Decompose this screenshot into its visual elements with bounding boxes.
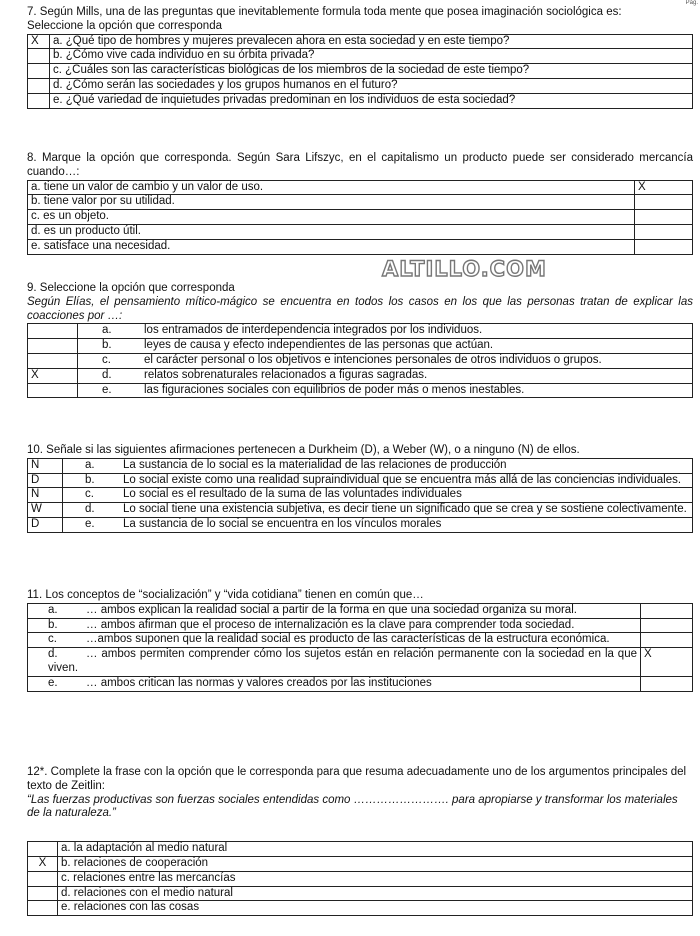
question-7-title: 7. Según Mills, una de las preguntas que inevitablemente formula toda mente que posea imaginación sociológica es:	[27, 6, 622, 18]
option-text: … ambos critican las normas y valores creados por las instituciones	[86, 676, 432, 689]
option-text: Lo social tiene una existencia subjetiva, es decir tiene un significado que se crea y se sostiene colectivamente.	[123, 503, 687, 516]
table-row	[28, 618, 693, 633]
option-text: e. relaciones con las cosas	[58, 901, 693, 916]
option-letter: c.	[102, 353, 111, 366]
option-letter: d.	[102, 368, 112, 381]
option-letter: a.	[85, 458, 95, 471]
answer-mark	[28, 93, 50, 108]
page-corner-mark: Pág.	[685, 0, 698, 6]
table-row	[28, 339, 693, 354]
table-row	[28, 78, 693, 93]
table-row	[28, 503, 693, 518]
option-text: e. ¿Qué variedad de inquietudes privadas predominan en los individuos de esta sociedad?	[50, 93, 693, 108]
answer-mark	[641, 618, 693, 633]
option-letter: b.	[48, 618, 58, 631]
answer-mark: D	[28, 473, 63, 488]
table-row	[28, 871, 693, 886]
option-text: c. relaciones entre las mercancías	[58, 871, 693, 886]
question-8	[27, 152, 693, 255]
answer-mark	[28, 78, 50, 93]
answer-mark: X	[28, 368, 78, 383]
option-letter: c.	[85, 488, 94, 501]
answer-mark: N	[28, 458, 63, 473]
answer-mark	[28, 383, 78, 398]
table-row	[28, 603, 693, 618]
answer-mark: N	[28, 488, 63, 503]
option-text: d. es un producto útil.	[28, 224, 635, 239]
option-letter: a.	[102, 324, 112, 337]
answer-mark	[28, 842, 58, 857]
answer-mark	[635, 239, 693, 254]
question-9	[27, 282, 693, 398]
table-row	[28, 224, 693, 239]
option-text: … ambos permiten comprender cómo los sujetos están en relación permanente con la sociedad en la que viven.	[48, 648, 637, 674]
question-9-subtitle: Según Elías, el pensamiento mítico-mágico se encuentra en todos los casos en los que las personas tratan de explicar las coacciones por …:	[27, 295, 693, 322]
answer-mark	[28, 353, 78, 368]
question-12-table	[27, 841, 693, 916]
question-8-table	[27, 180, 693, 255]
option-text: e. satisface una necesidad.	[28, 239, 635, 254]
option-letter: e.	[48, 676, 58, 689]
option-text: Lo social es el resultado de la suma de las voluntades individuales	[123, 488, 462, 501]
answer-mark	[28, 901, 58, 916]
option-text: los entramados de interdependencia integrados por los individuos.	[144, 324, 483, 337]
answer-mark	[28, 871, 58, 886]
table-row	[28, 842, 693, 857]
table-row	[28, 239, 693, 254]
question-10-table	[27, 458, 693, 533]
option-text: d. ¿Cómo serán las sociedades y los grupos humanos en el futuro?	[50, 78, 693, 93]
answer-mark	[28, 64, 50, 79]
question-12-title: 12*. Complete la frase con la opción que le corresponda para que resuma adecuadamente uno de los argumentos principales del texto de Zeitlin:	[27, 766, 687, 792]
option-text: relatos sobrenaturales relacionados a figuras sagradas.	[144, 368, 428, 381]
table-row	[28, 633, 693, 648]
table-row	[28, 648, 693, 677]
answer-mark	[635, 224, 693, 239]
answer-mark: X	[28, 856, 58, 871]
answer-mark: X	[635, 180, 693, 195]
answer-mark	[635, 210, 693, 225]
watermark-logo: ALTILLO.COM	[382, 257, 547, 281]
option-letter: e.	[85, 517, 95, 530]
question-7	[27, 6, 693, 109]
option-text: leyes de causa y efecto independientes de las personas que actúan.	[144, 339, 494, 352]
question-11-title: 11. Los conceptos de “socialización” y “vida cotidiana” tienen en común que…	[27, 589, 424, 601]
table-row	[28, 49, 693, 64]
table-row	[28, 195, 693, 210]
question-12-quote: “Las fuerzas productivas son fuerzas sociales entendidas como ……………………. para apropiarse y transformar los materiales de la naturaleza.”	[27, 793, 678, 820]
question-7-table	[27, 34, 693, 109]
option-text: … ambos explican la realidad social a partir de la forma en que una sociedad organiza su moral.	[86, 603, 577, 616]
table-row	[28, 856, 693, 871]
question-12	[27, 766, 693, 916]
option-text: las figuraciones sociales con equilibrios de poder más o menos inestables.	[144, 383, 525, 396]
table-row	[28, 353, 693, 368]
answer-mark	[28, 324, 78, 339]
option-text: b. tiene valor por su utilidad.	[28, 195, 635, 210]
table-row	[28, 383, 693, 398]
answer-mark	[28, 886, 58, 901]
option-text: c. es un objeto.	[28, 210, 635, 225]
answer-mark	[641, 676, 693, 691]
answer-mark: X	[28, 34, 50, 49]
question-8-title: 8. Marque la opción que corresponda. Según Sara Lifszyc, en el capitalismo un producto puede ser considerado mercancía cuando…:	[27, 152, 693, 178]
option-text: Lo social existe como una realidad supraindividual que se encuentra más allá de las conciencias individuales.	[123, 473, 682, 486]
option-text: b. relaciones de cooperación	[58, 856, 693, 871]
option-text: …ambos suponen que la realidad social es producto de las características de la estructura económica.	[86, 633, 610, 646]
option-letter: b.	[102, 339, 112, 352]
option-text: La sustancia de lo social se encuentra en los vínculos morales	[123, 517, 442, 530]
question-11	[27, 589, 693, 692]
table-row	[28, 458, 693, 473]
option-letter: d.	[85, 503, 95, 516]
table-row	[28, 368, 693, 383]
question-10	[27, 444, 693, 533]
table-row	[28, 324, 693, 339]
answer-mark: X	[641, 648, 693, 677]
answer-mark	[635, 195, 693, 210]
option-text: a. tiene un valor de cambio y un valor de uso.	[28, 180, 635, 195]
option-text: el carácter personal o los objetivos e intenciones personales de otros individuos o grupos.	[144, 353, 602, 366]
answer-mark	[28, 339, 78, 354]
table-row	[28, 210, 693, 225]
table-row	[28, 473, 693, 488]
table-row	[28, 517, 693, 532]
table-row	[28, 886, 693, 901]
option-letter: b.	[85, 473, 95, 486]
table-row	[28, 93, 693, 108]
answer-mark	[641, 633, 693, 648]
option-text: d. relaciones con el medio natural	[58, 886, 693, 901]
table-row	[28, 180, 693, 195]
question-9-table	[27, 323, 693, 398]
answer-mark: D	[28, 517, 63, 532]
question-11-table	[27, 603, 693, 692]
option-text: c. ¿Cuáles son las características biológicas de los miembros de la sociedad de este tiempo?	[50, 64, 693, 79]
option-letter: d.	[48, 648, 58, 661]
answer-mark: W	[28, 503, 63, 518]
answer-mark	[641, 603, 693, 618]
question-9-title: 9. Seleccione la opción que corresponda	[27, 282, 235, 294]
option-text: … ambos afirman que el proceso de internalización es la clave para comprender toda sociedad.	[86, 618, 575, 631]
option-text: a. la adaptación al medio natural	[58, 842, 693, 857]
table-row	[28, 488, 693, 503]
option-letter: c.	[48, 633, 57, 646]
option-text: La sustancia de lo social es la materialidad de las relaciones de producción	[123, 458, 507, 471]
question-10-title: 10. Señale si las siguientes afirmaciones pertenecen a Durkheim (D), a Weber (W), o a ninguno (N) de ellos.	[27, 444, 580, 456]
table-row	[28, 676, 693, 691]
option-letter: e.	[102, 383, 112, 396]
option-text: a. ¿Qué tipo de hombres y mujeres prevalecen ahora en esta sociedad y en este tiempo?	[50, 34, 693, 49]
table-row	[28, 34, 693, 49]
option-letter: a.	[48, 603, 58, 616]
table-row	[28, 64, 693, 79]
table-row	[28, 901, 693, 916]
question-7-instruction: Seleccione la opción que corresponda	[27, 19, 222, 32]
answer-mark	[28, 49, 50, 64]
option-text: b. ¿Cómo vive cada individuo en su órbita privada?	[50, 49, 693, 64]
